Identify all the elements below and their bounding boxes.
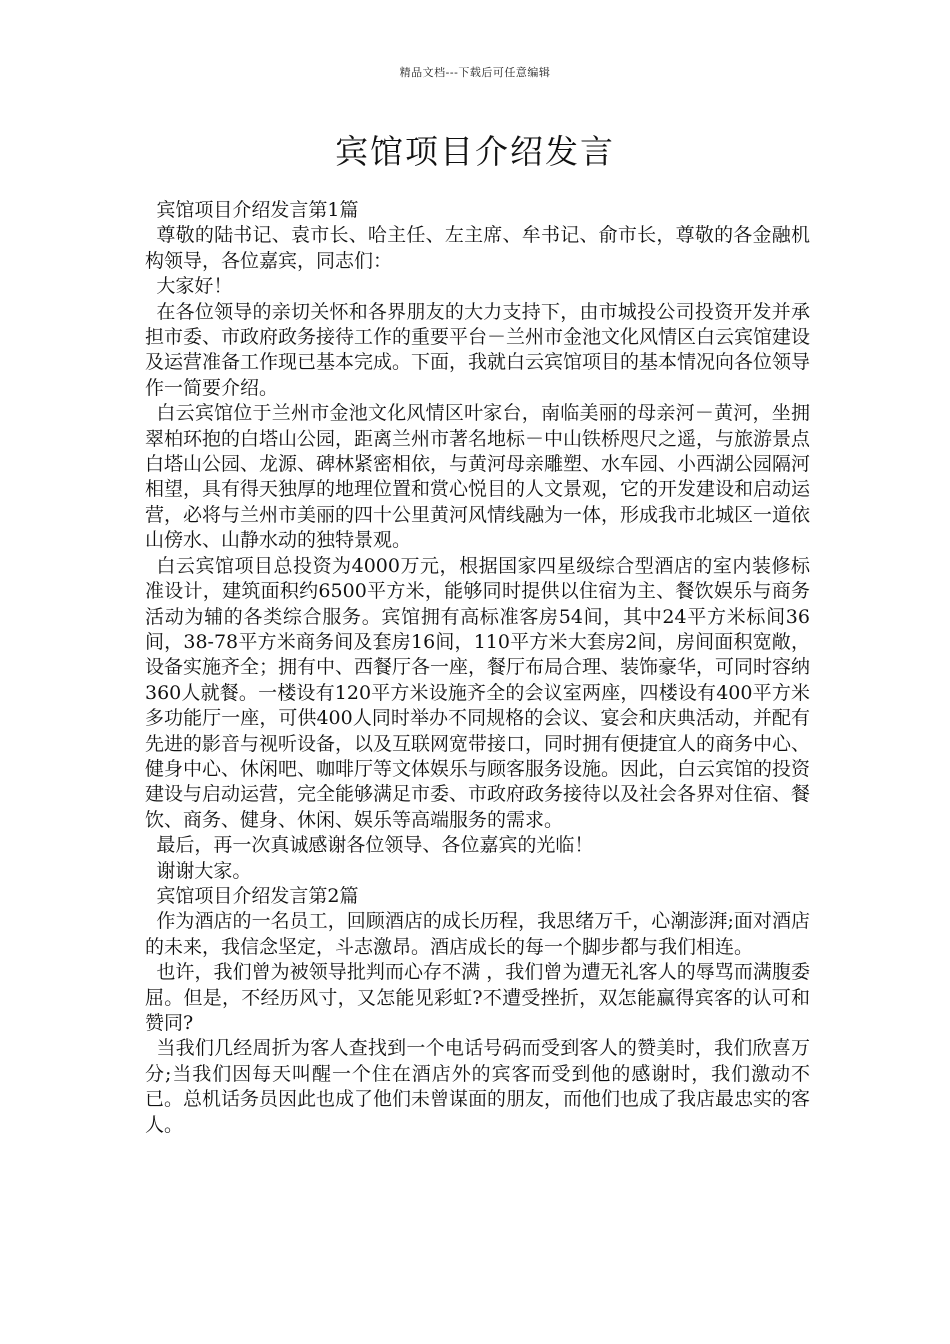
paragraph-facilities: 白云宾馆项目总投资为4000万元，根据国家四星级综合型酒店的室内装修标准设计，建筑面积约6500平方米，能够同时提供以住宿为主、餐饮娱乐与商务活动为辅的各类综合服务。宾馆拥有高标准客房54间，其中24平方米标间36间，38-78平方米商务间及套房16间，110平方米大套房2间，房间面积宽敞，设备实施齐全；拥有中、西餐厅各一座，餐厅布局合理、装饰豪华，可同时容纳360人就餐。一楼设有120平方米设施齐全的会议室两座，四楼设有400平方米多功能厅一座，可供400人同时举办不同规格的会议、宴会和庆典活动，并配有先进的影音与视听设备，以及互联网宽带接口，同时拥有便捷宜人的商务中心、健身中心、休闲吧、咖啡厅等文体娱乐与顾客服务设施。因此，白云宾馆的投资建设与启动运营，完全能够满足市委、市政府政务接待以及社会各界对住宿、餐饮、商务、健身、休闲、娱乐等高端服务的需求。 [145,554,811,831]
header-note: 精品文档---下载后可任意编辑 [399,66,551,79]
paragraph-closing: 谢谢大家。 [156,859,252,882]
paragraph-operator-story: 当我们几经周折为客人查找到一个电话号码而受到客人的赞美时，我们欣喜万分;当我们因每天叫醒一个住在酒店外的宾客而受到他的感谢时，我们激动不已。总机话务员因此也成了他们未曾谋面的朋友，而他们也成了我店最忠实的客人。 [145,1037,811,1136]
paragraph-salutation: 尊敬的陆书记、袁市长、哈主任、左主席、牟书记、俞市长，尊敬的各金融机构领导，各位嘉宾，同志们： [145,224,810,272]
section-heading-2: 宾馆项目介绍发言第2篇 [156,884,359,907]
paragraph-employee-reflection: 作为酒店的一名员工，回顾酒店的成长历程，我思绪万千，心潮澎湃;面对酒店的未来，我信念坚定，斗志激昂。酒店成长的每一个脚步都与我们相连。 [145,910,810,958]
section-heading-1: 宾馆项目介绍发言第1篇 [156,199,359,221]
page-title: 宾馆项目介绍发言 [335,132,615,171]
paragraph-thanks: 最后，再一次真诚感谢各位领导、各位嘉宾的光临！ [156,834,594,857]
paragraph-hardships: 也许，我们曾为被领导批判而心存不满 ，我们曾为遭无礼客人的辱骂而满腹委屈。但是，不经历风寸，又怎能见彩虹?不遭受挫折，双怎能赢得宾客的认可和赞同? [145,961,810,1034]
paragraph-location: 白云宾馆位于兰州市金池文化风情区叶家台，南临美丽的母亲河－黄河，坐拥翠柏环抱的白塔山公园，距离兰州市著名地标－中山铁桥咫尺之遥，与旅游景点白塔山公园、龙源、碑林紧密相依，与黄河母亲雕塑、水车园、小西湖公园隔河相望，具有得天独厚的地理位置和赏心悦目的人文景观，它的开发建设和启动运营，必将与兰州市美丽的四十公里黄河风情线融为一体，形成我市北城区一道依山傍水、山静水动的独特景观。 [145,402,811,552]
paragraph-intro: 在各位领导的亲切关怀和各界朋友的大力支持下，由市城投公司投资开发并承担市委、市政府政务接待工作的重要平台－兰州市金池文化风情区白云宾馆建设及运营准备工作现已基本完成。下面，我就白云宾馆项目的基本情况向各位领导作一简要介绍。 [145,300,811,399]
paragraph-greeting: 大家好！ [156,275,233,298]
document-body [145,198,810,1138]
